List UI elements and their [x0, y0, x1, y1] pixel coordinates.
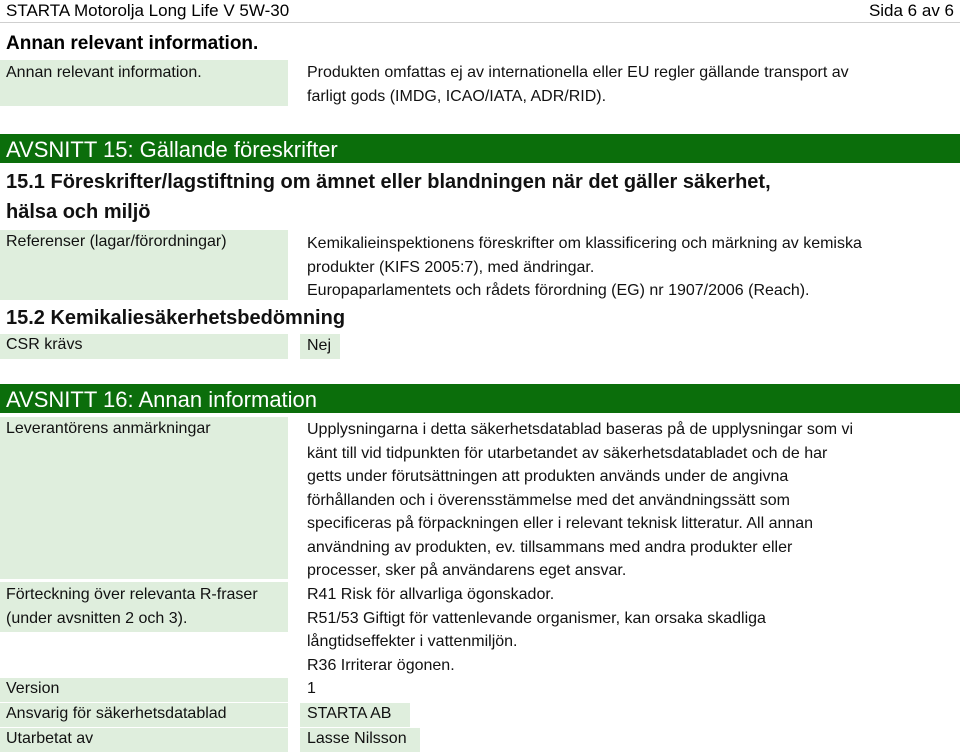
supplier-line: känt till vid tidpunkten för utarbetandet av säkerhetsdatabladet och de har: [307, 444, 828, 462]
supplier-line: getts under förutsättningen att produkten används under de angivna: [307, 468, 789, 485]
transport-label: Annan relevant information.: [6, 64, 202, 81]
page-number: Sida 6 av 6: [868, 1, 954, 20]
csr-label: CSR krävs: [6, 336, 83, 353]
csr-value: Nej: [307, 337, 332, 354]
rphrases-value: [307, 583, 957, 677]
subsection-15-1-line: 15.1 Föreskrifter/lagstiftning om ämnet eller blandningen när det gäller säkerhet,: [6, 171, 771, 193]
supplier-line: specificeras på förpackningen eller i relevant teknisk litteratur. All annan: [307, 515, 814, 532]
references-label: Referenser (lagar/förordningar): [6, 233, 227, 250]
references-line: Kemikalieinspektionens föreskrifter om klassificering och märkning av kemiska: [307, 235, 862, 252]
version-value: 1: [307, 680, 316, 697]
transport-value-line: farligt gods (IMDG, ICAO/IATA, ADR/RID).: [307, 87, 607, 105]
supplier-label-cell: [0, 417, 288, 579]
subsection-15-2-heading: 15.2 Kemikaliesäkerhetsbedömning: [6, 307, 346, 329]
transport-value-line: Produkten omfattas ej av internationella eller EU regler gällande transport av: [307, 64, 849, 81]
section-16-title: AVSNITT 16: Annan information: [6, 387, 318, 412]
section-15-title: AVSNITT 15: Gällande föreskrifter: [6, 137, 338, 162]
prepared-value: Lasse Nilsson: [307, 730, 407, 747]
transport-value: [307, 61, 957, 108]
rphrase-line: R36 Irriterar ögonen.: [307, 656, 455, 674]
rphrases-label-line: Förteckning över relevanta R-fraser: [6, 586, 258, 603]
rphrases-label-line: (under avsnitten 2 och 3).: [6, 609, 188, 627]
supplier-label: Leverantörens anmärkningar: [6, 420, 211, 437]
section-15-bar: [0, 134, 960, 163]
subsection-15-1-line: hälsa och miljö: [6, 201, 151, 223]
version-label: Version: [6, 680, 60, 697]
rphrase-line: R51/53 Giftigt för vattenlevande organismer, kan orsaka skadliga: [307, 609, 766, 627]
supplier-value: [307, 418, 957, 583]
responsible-value: STARTA AB: [307, 705, 392, 722]
references-line: Europaparlamentets och rådets förordning (EG) nr 1907/2006 (Reach).: [307, 282, 810, 299]
supplier-line: användning av produkten, ev. tillsammans med andra produkter eller: [307, 538, 793, 556]
supplier-line: processer, sker på användarens eget ansvar.: [307, 562, 627, 579]
supplier-line: förhållanden och i överensstämmelse med det användningssätt som: [307, 491, 790, 509]
references-line: produkter (KIFS 2005:7), med ändringar.: [307, 258, 595, 276]
prepared-label: Utarbetat av: [6, 730, 94, 747]
responsible-label: Ansvarig för säkerhetsdatablad: [6, 705, 227, 722]
rphrases-label: [6, 583, 288, 630]
section-16-bar: [0, 384, 960, 413]
rphrase-line: långtidseffekter i vattenmiljön.: [307, 633, 518, 650]
references-value: [307, 232, 957, 303]
document-title: STARTA Motorolja Long Life V 5W-30: [6, 1, 290, 20]
rphrase-line: R41 Risk för allvarliga ögonskador.: [307, 586, 555, 603]
subsection-15-1-heading: [6, 167, 956, 227]
supplier-line: Upplysningarna i detta säkerhetsdatablad baseras på de upplysningar som vi: [307, 421, 854, 438]
transport-heading: Annan relevant information.: [6, 33, 259, 54]
